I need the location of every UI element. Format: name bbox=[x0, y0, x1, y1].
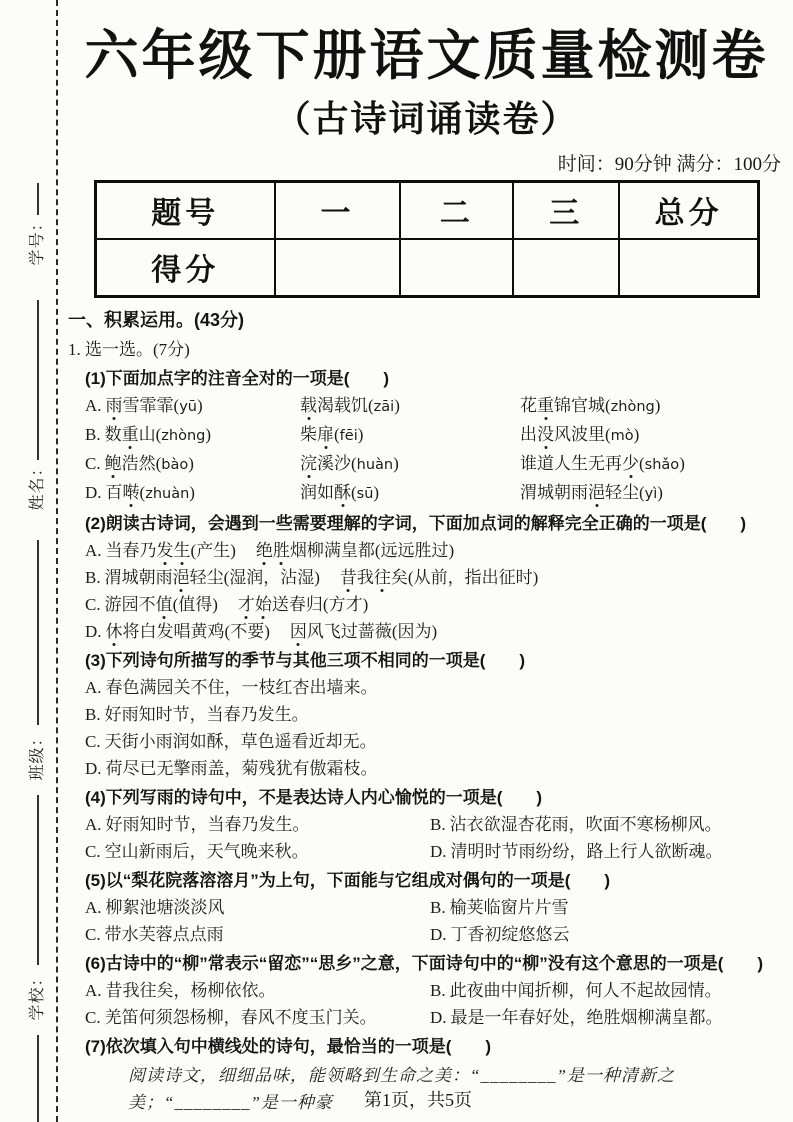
option-row: B. 好雨知时节，当春乃发生。 bbox=[85, 704, 309, 724]
option-label: D. bbox=[85, 621, 102, 641]
sidebar-label-student-number: 学号： bbox=[29, 214, 46, 266]
option-row bbox=[68, 421, 785, 450]
option-row: C. 游园不值(值得) 才始送春归(方才) bbox=[85, 594, 369, 614]
option-text: C. 空山新雨后，天气晚来秋。 bbox=[85, 841, 309, 861]
option-label: B. bbox=[430, 980, 446, 1000]
option-text: 柴扉(fēi) bbox=[300, 424, 364, 444]
score-table-score-row bbox=[96, 239, 759, 297]
option-label: C. bbox=[85, 1007, 101, 1027]
option-text: D. 丁香初绽悠悠云 bbox=[430, 924, 570, 944]
sidebar-label-class: 班级： bbox=[29, 729, 46, 781]
option-text: C. 鲍浩然(bào) bbox=[85, 453, 194, 473]
option-label: A. bbox=[85, 395, 102, 415]
option-text: D. 清明时节雨纷纷，路上行人欲断魂。 bbox=[430, 841, 723, 861]
option-row bbox=[68, 392, 785, 421]
sidebar-label-name: 姓名： bbox=[29, 459, 46, 511]
fill-in-passage: 阅读诗文，细细品味，能领略到生命之美：“________”是一种清新之美；“________”是一种豪 bbox=[128, 1065, 675, 1112]
option-row bbox=[68, 811, 785, 838]
option-text: C. 羌笛何须怨杨柳，春风不度玉门关。 bbox=[85, 1007, 377, 1027]
option-label: C. bbox=[85, 924, 101, 944]
option-label: B. bbox=[85, 567, 101, 587]
option-label: A. bbox=[85, 814, 102, 834]
option-text: 载渴载饥(zāi) bbox=[300, 395, 400, 415]
option-row: B. 渭城朝雨浥轻尘(湿润，沾湿) 昔我往矣(从前，指出征时) bbox=[85, 567, 539, 587]
question-1-heading: 1. 选一选。(7分) bbox=[68, 339, 190, 359]
sidebar-writing-line bbox=[37, 300, 39, 460]
option-row bbox=[68, 479, 785, 508]
option-text: B. 沾衣欲湿杏花雨，吹面不寒杨柳风。 bbox=[430, 814, 722, 834]
exam-meta: 时间：90分钟 满分：100分 bbox=[557, 153, 781, 175]
question-stem: (1)下面加点字的注音全对的一项是( ) bbox=[85, 368, 390, 388]
option-label: C. bbox=[85, 841, 101, 861]
questions-list bbox=[68, 365, 785, 1116]
option-text: D. 百啭(zhuàn) bbox=[85, 482, 195, 502]
score-cell bbox=[513, 239, 619, 297]
question-stem: (5)以“梨花院落溶溶月”为上句，下面能与它组成对偶句的一项是( ) bbox=[85, 870, 611, 890]
option-text: 浣溪沙(huàn) bbox=[300, 453, 399, 473]
option-text: 渭城朝雨浥轻尘(yì) bbox=[520, 482, 663, 502]
option-text: C. 带水芙蓉点点雨 bbox=[85, 924, 224, 944]
option-row bbox=[68, 894, 785, 921]
option-row: A. 春色满园关不住，一枝红杏出墙来。 bbox=[85, 677, 378, 697]
option-text: 出没风波里(mò) bbox=[520, 424, 640, 444]
score-table bbox=[94, 180, 760, 298]
page-title: 六年级下册语文质量检测卷 bbox=[84, 26, 769, 86]
page-footer: 第1页，共5页 bbox=[364, 1090, 472, 1110]
sidebar-writing-line bbox=[37, 540, 39, 725]
option-text: A. 雨雪霏霏(yū) bbox=[85, 395, 203, 415]
option-row: A. 当春乃发生(产生) 绝胜烟柳满皇都(远远胜过) bbox=[85, 540, 455, 560]
option-label: C. bbox=[85, 731, 101, 751]
option-label: A. bbox=[85, 897, 102, 917]
score-header-part-3: 三 bbox=[513, 181, 619, 239]
option-text: B. 数重山(zhòng) bbox=[85, 424, 212, 444]
score-cell bbox=[400, 239, 513, 297]
score-cell bbox=[275, 239, 401, 297]
option-label: D. bbox=[430, 1007, 447, 1027]
option-text: A. 柳絮池塘淡淡风 bbox=[85, 897, 225, 917]
score-header-part-1: 一 bbox=[275, 181, 401, 239]
option-row: D. 休将白发唱黄鸡(不要) 因风飞过蔷薇(因为) bbox=[85, 621, 438, 641]
sidebar-writing-line bbox=[37, 1035, 39, 1122]
option-text: A. 好雨知时节，当春乃发生。 bbox=[85, 814, 310, 834]
sidebar-writing-line bbox=[37, 795, 39, 965]
option-row bbox=[68, 450, 785, 479]
option-label: A. bbox=[85, 980, 102, 1000]
score-header-question-number: 题号 bbox=[96, 181, 275, 239]
option-text: 润如酥(sū) bbox=[300, 482, 380, 502]
option-text: A. 昔我往矣，杨柳依依。 bbox=[85, 980, 276, 1000]
question-stem: (6)古诗中的“柳”常表示“留恋”“思乡”之意，下面诗句中的“柳”没有这个意思的一项是( ) bbox=[85, 953, 764, 973]
option-label: D. bbox=[430, 841, 447, 861]
option-label: A. bbox=[85, 677, 102, 697]
question-stem: (3)下列诗句所描写的季节与其他三项不相同的一项是( ) bbox=[85, 650, 526, 670]
score-table-header-row bbox=[96, 181, 759, 239]
score-header-part-2: 二 bbox=[400, 181, 513, 239]
option-text: 谁道人生无再少(shǎo) bbox=[520, 453, 685, 473]
option-label: C. bbox=[85, 594, 101, 614]
option-label: B. bbox=[430, 814, 446, 834]
section-heading: 一、积累运用。(43分) bbox=[68, 309, 245, 330]
option-text: B. 此夜曲中闻折柳，何人不起故园情。 bbox=[430, 980, 722, 1000]
option-row bbox=[68, 977, 785, 1004]
option-label: D. bbox=[85, 482, 102, 502]
option-label: D. bbox=[85, 758, 102, 778]
option-label: B. bbox=[85, 704, 101, 724]
question-stem: (2)朗读古诗词，会遇到一些需要理解的字词，下面加点词的解释完全正确的一项是( ) bbox=[85, 513, 747, 533]
score-header-total: 总分 bbox=[619, 181, 758, 239]
option-row: C. 天街小雨润如酥，草色遥看近却无。 bbox=[85, 731, 377, 751]
option-text: D. 最是一年春好处，绝胜烟柳满皇都。 bbox=[430, 1007, 723, 1027]
option-row bbox=[68, 838, 785, 865]
option-row bbox=[68, 921, 785, 948]
score-cell bbox=[619, 239, 758, 297]
option-text: 花重锦官城(zhòng) bbox=[520, 395, 661, 415]
option-label: C. bbox=[85, 453, 101, 473]
option-text: B. 榆荚临窗片片雪 bbox=[430, 897, 569, 917]
option-row bbox=[68, 1004, 785, 1031]
option-label: B. bbox=[430, 897, 446, 917]
margin-dashed-line bbox=[56, 0, 58, 1122]
option-label: D. bbox=[430, 924, 447, 944]
option-label: B. bbox=[85, 424, 101, 444]
exam-content bbox=[68, 0, 785, 1116]
option-label: A. bbox=[85, 540, 102, 560]
question-stem: (4)下列写雨的诗句中，不是表达诗人内心愉悦的一项是( ) bbox=[85, 787, 543, 807]
question-stem: (7)依次填入句中横线处的诗句，最恰当的一项是( ) bbox=[85, 1036, 492, 1056]
option-row: D. 荷尽已无擎雨盖，菊残犹有傲霜枝。 bbox=[85, 758, 378, 778]
score-row-label: 得分 bbox=[96, 239, 275, 297]
page-subtitle: （古诗词诵读卷） bbox=[274, 98, 579, 139]
sidebar-label-school: 学校： bbox=[29, 969, 46, 1021]
